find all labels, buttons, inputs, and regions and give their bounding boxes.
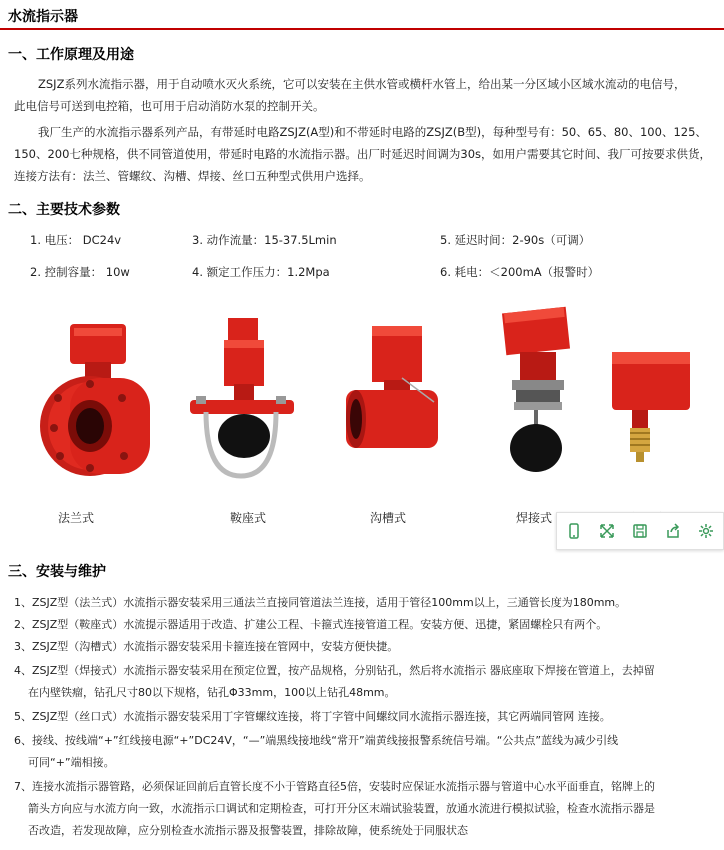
- param-pressure: 4. 额定工作压力：1.2Mpa: [192, 265, 330, 279]
- share-button[interactable]: [656, 513, 689, 549]
- install-line: 6、接线、按线端“+”红线接电源“+”DC24V，“—”端黑线接地线“常开”端黄线接报警系统信号端。“公共点”蓝线为减少引线: [14, 734, 619, 747]
- page-title: 水流指示器: [8, 9, 78, 25]
- settings-icon: [697, 522, 715, 540]
- install-line: 可同“+”端相接。: [28, 756, 115, 769]
- phone-icon: [565, 522, 583, 540]
- install-line: 1、ZSJZ型（法兰式）水流指示器安装采用三通法兰直接同管道法兰连接，适用于管径100mm以上，三通管长度为180mm。: [14, 596, 627, 609]
- intro-line: 150、200七种规格，供不同管道使用，带延时电路的水流指示器。出厂时延迟时间调为30s，如用户需要其它时间、我厂可按要求供货，: [14, 147, 712, 161]
- param-flow: 3. 动作流量：15-37.5Lmin: [192, 233, 337, 247]
- param-power: 6. 耗电：＜200mA（报警时）: [440, 265, 600, 279]
- install-line: 否改造，若发现故障，应分别检查水流指示器及报警装置，排除故障，使系统处于同服状态: [28, 824, 468, 837]
- install-line: 箭头方向应与水流方向一致，水流指示口调试和定期检查，可打开分区末端试验装置，放通水流进行模拟试验，检查水流指示器是: [28, 802, 655, 815]
- install-line: 在内壁铁瘤，钻孔尺寸80以下规格，钻孔Φ33mm，100以上钻孔48mm。: [28, 686, 396, 699]
- param-capacity: 2. 控制容量： 10w: [30, 265, 130, 279]
- intro-line: 我厂生产的水流指示器系列产品，有带延时电路ZSJZ(A型)和不带延时电路的ZSJZ(B型)，每种型号有：50、65、80、100、125、: [38, 125, 707, 139]
- welded-type-image: [496, 306, 586, 476]
- share-icon: [664, 522, 682, 540]
- caption-welded: 焊接式: [516, 511, 553, 525]
- install-line: 2、ZSJZ型（鞍座式）水流提示器适用于改造、扩建公工程、卡箍式连接管道工程。安装方便、迅捷，紧固螺栓只有两个。: [14, 618, 608, 631]
- param-voltage: 1. 电压： DC24v: [30, 233, 122, 247]
- intro-line: 连接方法有：法兰、管螺纹、沟槽、焊接、丝口五种型式供用户选择。: [14, 169, 371, 183]
- phone-button[interactable]: [557, 513, 590, 549]
- flange-type-image: [30, 318, 160, 478]
- install-line: 3、ZSJZ型（沟槽式）水流指示器安装采用卡箍连接在管网中，安装方便快捷。: [14, 640, 399, 653]
- install-line: 4、ZSJZ型（焊接式）水流指示器安装采用在预定位置，按产品规格，分别钻孔，然后将水流指示 器底座取下焊接在管道上，去掉留: [14, 664, 655, 677]
- caption-flange: 法兰式: [58, 511, 95, 525]
- threaded-type-image: [606, 346, 696, 466]
- section-heading-params: 二、主要技术参数: [8, 202, 120, 218]
- save-icon: [631, 522, 649, 540]
- intro-line: ZSJZ系列水流指示器，用于自动喷水灭火系统，它可以安装在主供水管或横杆水管上，给出某一分区域小区域水流动的电信号，: [38, 77, 686, 91]
- caption-grooved: 沟槽式: [370, 511, 407, 525]
- install-line: 5、ZSJZ型（丝口式）水流指示器安装采用丁字管螺纹连接，将丁字管中间螺纹同水流指示器连接，其它两端同管网 连接。: [14, 710, 611, 723]
- expand-icon: [598, 522, 616, 540]
- floating-toolbar: [556, 512, 724, 550]
- section-heading-principle: 一、工作原理及用途: [8, 47, 134, 63]
- page-header: [0, 0, 724, 30]
- settings-button[interactable]: [689, 513, 722, 549]
- intro-line: 此电信号可送到电控箱，也可用于启动消防水泵的控制开关。: [14, 99, 325, 113]
- caption-saddle: 鞍座式: [230, 511, 267, 525]
- grooved-type-image: [342, 322, 442, 452]
- saddle-type-image: [186, 316, 296, 481]
- expand-button[interactable]: [590, 513, 623, 549]
- param-delay: 5. 延迟时间：2-90s（可调）: [440, 233, 591, 247]
- section-heading-install: 三、安装与维护: [8, 564, 106, 580]
- install-line: 7、连接水流指示器管路，必须保证回前后直管长度不小于管路直径5倍，安装时应保证水流指示器与管道中心水平面垂直，铭牌上的: [14, 780, 655, 793]
- save-button[interactable]: [623, 513, 656, 549]
